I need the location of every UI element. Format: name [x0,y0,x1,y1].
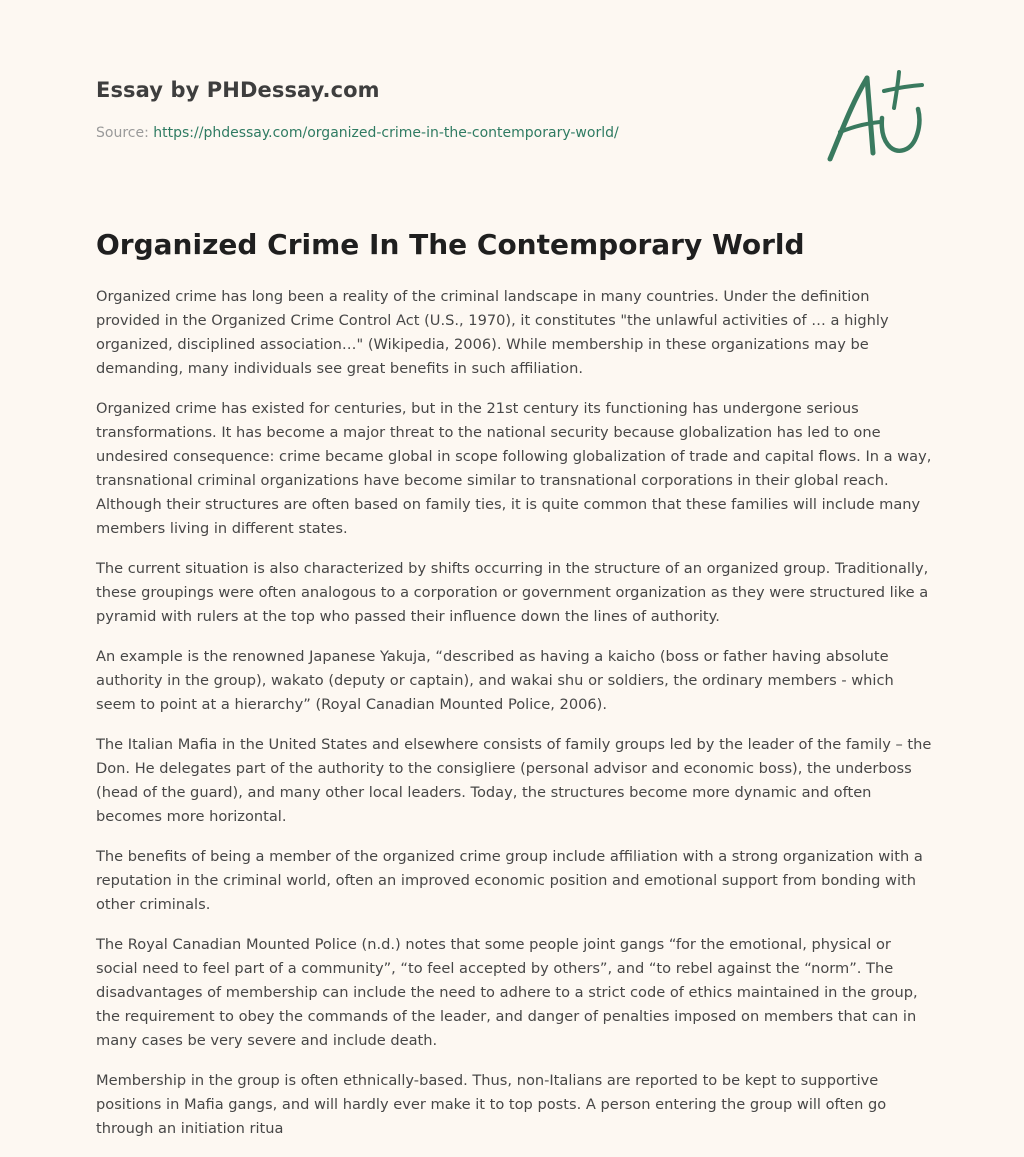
a-plus-logo-icon [822,68,926,164]
essay-paragraph: The benefits of being a member of the organized crime group include affiliation with a strong organization with a reputation in the criminal world, often an improved economic position and emotional support from bonding with other criminals. [96,848,923,913]
source-link[interactable]: https://phdessay.com/organized-crime-in-the-contemporary-world/ [153,125,619,141]
essay-paragraph: The Royal Canadian Mounted Police (n.d.) notes that some people joint gangs “for the emotional, physical or social need to feel part of a community”, “to feel accepted by others”, and “to rebel against the “norm”. The disadvantages of membership can include the need to adhere to a strict code of ethics maintained in the group, the requirement to obey the commands of the leader, and danger of penalties imposed on members that can in many cases be very severe and include death. [96,936,918,1049]
essay-paragraph: Organized crime has long been a reality of the criminal landscape in many countries. Under the definition provided in the Organized Crime Control Act (U.S., 1970), it constitutes "the unlawful activities of … a highly organized, disciplined association…" (Wikipedia, 2006). While membership in these organizations may be demanding, many individuals see great benefits in such affiliation. [96,288,889,377]
site-title: Essay by PHDessay.com [96,78,380,102]
essay-paragraph: An example is the renowned Japanese Yakuja, “described as having a kaicho (boss or father having absolute authority in the group), wakato (deputy or captain), and wakai shu or soldiers, the ordinary members - which seem to point at a hierarchy” (Royal Canadian Mounted Police, 2006). [96,648,894,713]
essay-body [96,285,936,1157]
essay-paragraph: The current situation is also characterized by shifts occurring in the structure of an organized group. Traditionally, these groupings were often analogous to a corporation or government organization as they were structured like a pyramid with rulers at the top who passed their influence down the lines of authority. [96,560,929,625]
essay-paragraph: The Italian Mafia in the United States and elsewhere consists of family groups led by the leader of the family – the Don. He delegates part of the authority to the consigliere (personal advisor and economic boss), the underboss (head of the guard), and many other local leaders. Today, the structures become more dynamic and often becomes more horizontal. [96,736,932,825]
essay-paragraph: Organized crime has existed for centuries, but in the 21st century its functioning has undergone serious transformations. It has become a major threat to the national security because globalization has led to one undesired consequence: crime became global in scope following globalization of trade and capital flows. In a way, transnational criminal organizations have become similar to transnational corporations in their global reach. Although their structures are often based on family ties, it is quite common that these families will include many members living in different states. [96,400,932,537]
source-line [96,123,619,143]
source-label: Source: [96,125,154,141]
essay-page [96,0,932,1156]
essay-title: Organized Crime In The Contemporary World [96,228,805,261]
essay-paragraph: Membership in the group is often ethnically-based. Thus, non-Italians are reported to be kept to supportive positions in Mafia gangs, and will hardly ever make it to top posts. A person entering the group will often go through an initiation ritua [96,1072,887,1137]
